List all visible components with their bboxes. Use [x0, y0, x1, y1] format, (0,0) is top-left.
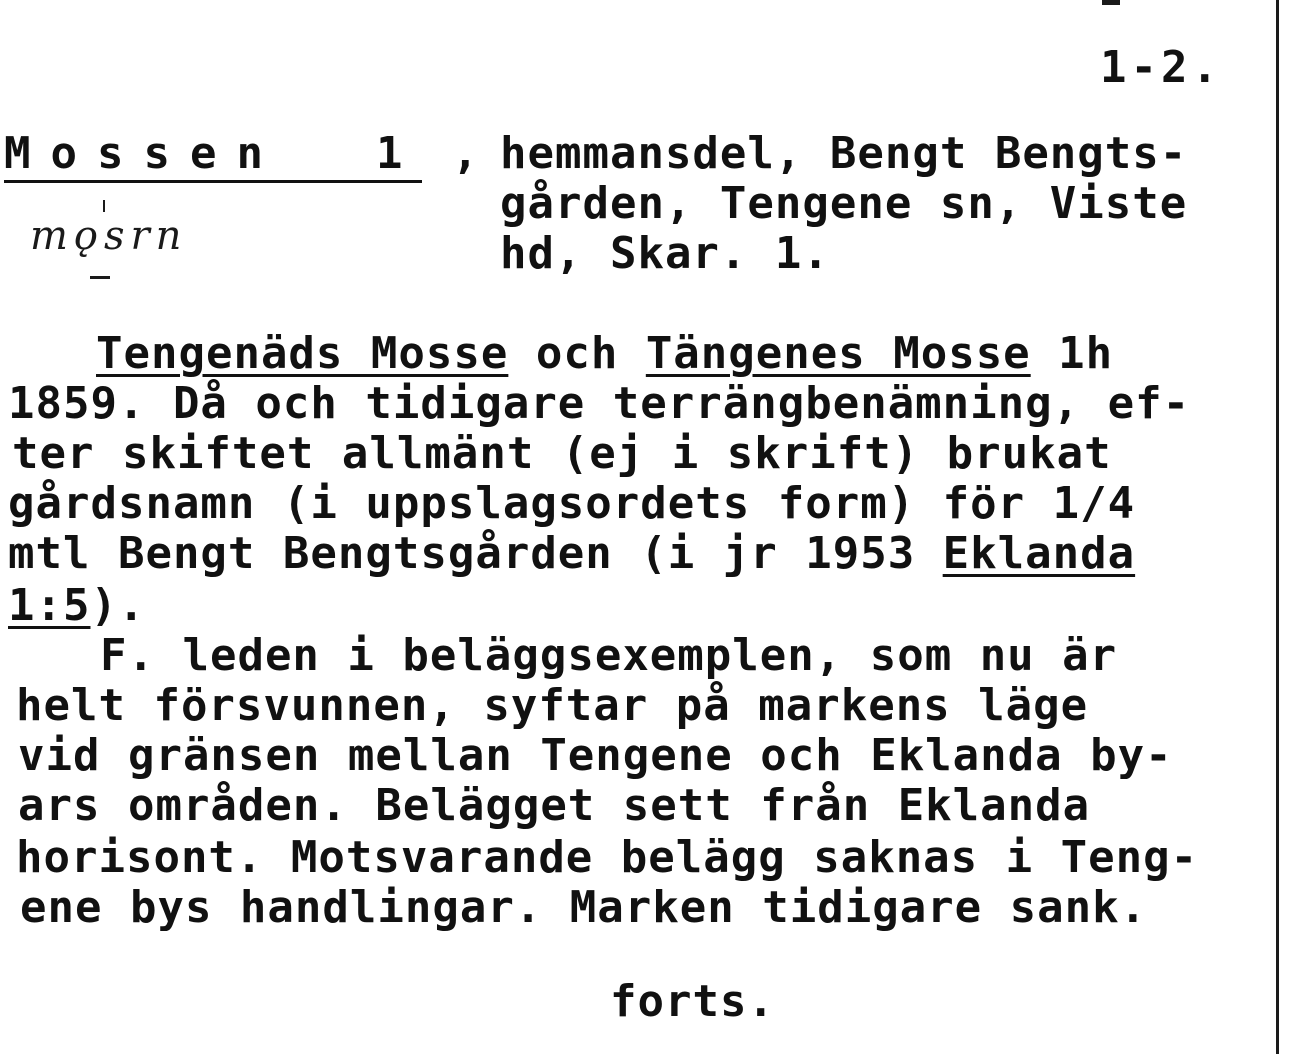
body-line-10: ars områden. Belägget sett från Eklanda — [18, 780, 1091, 831]
headword-def-line-3: hd, Skar. 1. — [500, 228, 830, 279]
headword-separator: , — [452, 128, 479, 179]
headword-def-line-1: hemmansdel, Bengt Bengts- — [500, 128, 1188, 179]
body-line-4: gårdsnamn (i uppslagsordets form) för 1/4 — [8, 478, 1136, 529]
body-line-9: vid gränsen mellan Tengene och Eklanda by- — [18, 730, 1173, 781]
body-line-8: helt försvunnen, syftar på markens läge — [16, 680, 1089, 731]
body-line-1 — [96, 328, 1113, 380]
pronunciation: mǫsrn — [30, 213, 188, 259]
body-text: 1h — [1030, 328, 1114, 379]
body-line-6 — [8, 580, 145, 632]
headword-number: 1 — [375, 128, 423, 179]
body-line-11: horisont. Motsvarande belägg saknas i Teng- — [16, 832, 1199, 883]
body-text: och — [508, 328, 646, 379]
body-line-2: 1859. Då och tidigare terrängbenämning, ef- — [8, 378, 1191, 429]
card-right-edge — [1276, 0, 1279, 1054]
headword-def-line-2: gården, Tengene sn, Viste — [500, 178, 1188, 229]
headword — [4, 128, 422, 183]
body-text: mtl Bengt Bengtsgården (i jr 1953 — [8, 528, 943, 579]
body-line-7: F. leden i beläggsexemplen, som nu är — [100, 630, 1118, 681]
headword-word: Mossen — [4, 128, 283, 179]
body-line-12: ene bys handlingar. Marken tidigare sank. — [20, 882, 1148, 933]
page-number: 1-2. — [1100, 42, 1222, 93]
place-name-eklanda: Eklanda — [942, 528, 1136, 579]
pronunciation-accent-mark — [103, 200, 105, 212]
pronunciation-underline — [90, 276, 110, 279]
continued-note: forts. — [610, 976, 775, 1027]
body-text: ). — [90, 580, 146, 631]
body-line-5 — [8, 528, 1135, 580]
parcel-number: 1:5 — [8, 580, 91, 631]
body-line-3: ter skiftet allmänt (ej i skrift) brukat — [12, 428, 1112, 479]
place-name-tengeneds-mosse: Tengenäds Mosse — [96, 328, 509, 379]
card-top-mark — [1102, 0, 1120, 5]
place-name-tangenes-mosse: Tängenes Mosse — [645, 328, 1031, 379]
